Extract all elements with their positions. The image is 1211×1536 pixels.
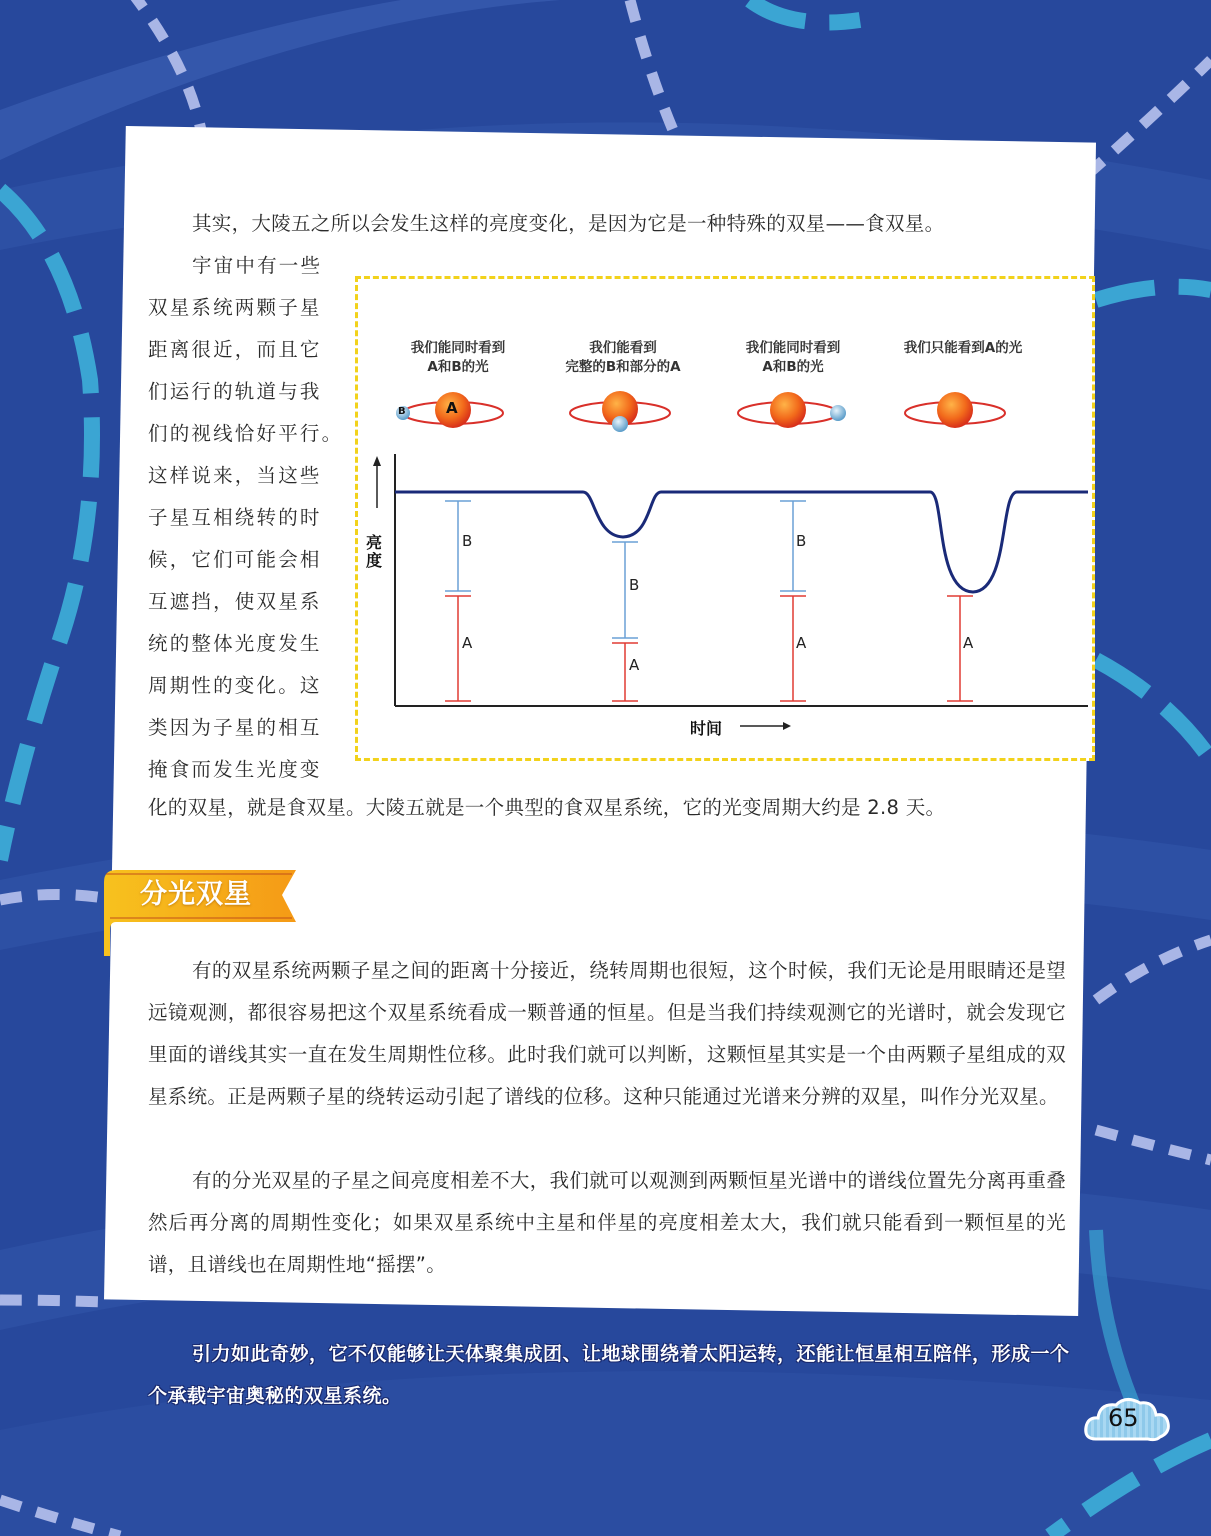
bar-label-b: B	[796, 532, 807, 550]
caption-line: 我们能同时看到	[745, 340, 841, 356]
wrapped-line: 子星互相绕转的时	[148, 506, 322, 529]
section-paragraph-2: 有的分光双星的子星之间亮度相差不大，我们就可以观测到两颗恒星光谱中的谱线位置先分离再重叠然后再分离的周期性变化；如果双星系统中主星和伴星的亮度相差太大，我们就只能看到一颗恒星的光谱，且谱线也在周期性地“摇摆”。	[148, 1169, 1066, 1276]
eclipsing-binary-figure	[355, 276, 1095, 761]
wrapped-line: 候，它们可能会相	[148, 548, 322, 571]
caption-line: 完整的B和部分的A	[565, 359, 681, 375]
bar-label-a: A	[462, 634, 473, 652]
bar-label-b: B	[629, 576, 640, 594]
caption-line: 我们能同时看到	[410, 340, 506, 356]
bar-label-b: B	[462, 532, 473, 550]
star-system-2	[570, 391, 670, 432]
wrapped-line: 宇宙中有一些	[192, 254, 323, 277]
light-curve-chart	[355, 276, 1095, 761]
wrapped-line: 这样说来，当这些	[148, 464, 322, 487]
star-a-label: A	[446, 399, 458, 417]
caption-line: A和B的光	[762, 359, 824, 375]
wrapped-line: 类因为子星的相互	[148, 716, 322, 739]
star-system-4	[905, 392, 1005, 428]
intro-paragraph: 其实，大陵五之所以会发生这样的亮度变化，是因为它是一种特殊的双星——食双星。	[192, 212, 945, 235]
wrapped-line: 周期性的变化。这	[148, 674, 322, 697]
wrapped-line: 们的视线恰好平行。	[148, 422, 344, 445]
section-title: 分光双星	[140, 879, 252, 910]
intro-continuation: 化的双星，就是食双星。大陵五就是一个典型的食双星系统，它的光变周期大约是 2.8 天。	[148, 796, 946, 819]
wrapped-line: 互遮挡，使双星系	[148, 590, 322, 613]
section-paragraph-1: 有的双星系统两颗子星之间的距离十分接近，绕转周期也很短，这个时候，我们无论是用眼睛还是望远镜观测，都很容易把这个双星系统看成一颗普通的恒星。但是当我们持续观测它的光谱时，就会发现它里面的谱线其实一直在发生周期性位移。此时我们就可以判断，这颗恒星其实是一个由两颗子星组成的双星系统。正是两颗子星的绕转运动引起了谱线的位移。这种只能通过光谱来分辨的双星，叫作分光双星。	[148, 959, 1066, 1108]
closing-text: 引力如此奇妙，它不仅能够让天体聚集成团、让地球围绕着太阳运转，还能让恒星相互陪伴，形成一个个承载宇宙奥秘的双星系统。	[148, 1343, 1070, 1407]
wrapped-line: 统的整体光度发生	[148, 632, 322, 655]
star-b-label: B	[398, 406, 406, 417]
wrapped-line: 们运行的轨道与我	[148, 380, 322, 403]
x-axis-label: 时间	[690, 719, 723, 738]
star-system-3	[738, 392, 846, 428]
wrapped-line: 距离很近，而且它	[148, 338, 322, 361]
y-axis-label: 亮度	[366, 533, 383, 570]
wrapped-line: 掩食而发生光度变	[148, 758, 322, 781]
caption-line: 我们只能看到A的光	[903, 340, 1023, 356]
bar-label-a: A	[629, 656, 640, 674]
wrapped-text-column	[148, 245, 344, 791]
page-number: 65	[1108, 1404, 1139, 1432]
bar-label-a: A	[963, 634, 974, 652]
caption-line: 我们能看到	[589, 340, 657, 356]
bar-label-a: A	[796, 634, 807, 652]
caption-line: A和B的光	[427, 359, 489, 375]
wrapped-line: 双星系统两颗子星	[148, 296, 322, 319]
